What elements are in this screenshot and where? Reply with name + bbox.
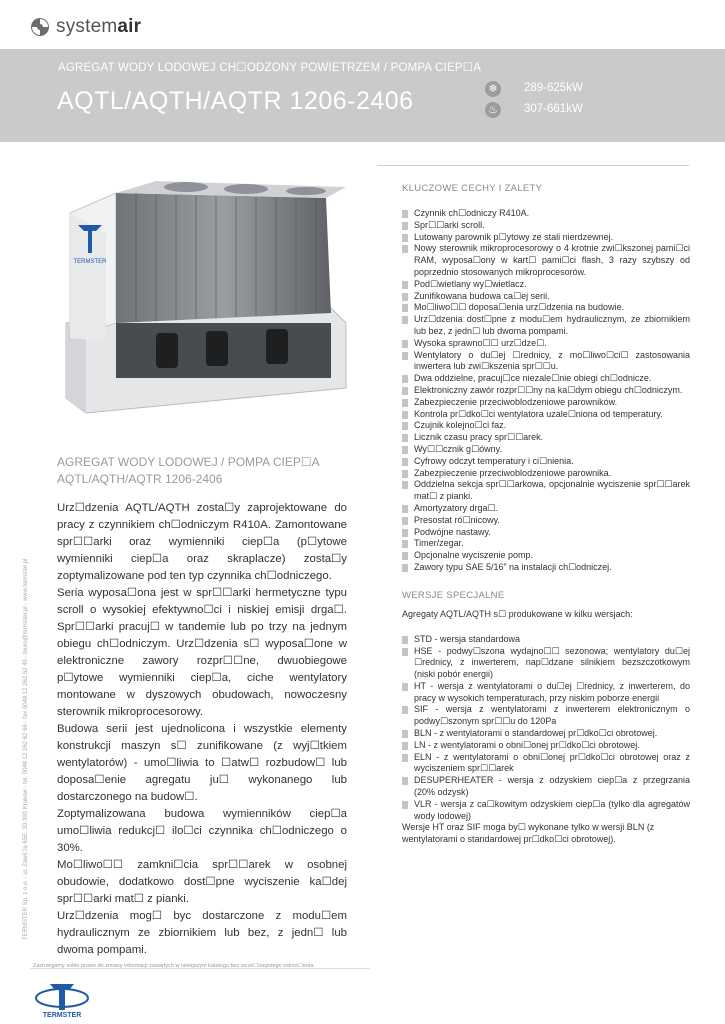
list-item: Dwa oddzielne, pracuj☐ce niezale☐nie obiegi ch☐odnicze. — [402, 373, 690, 385]
list-item: Wysoka sprawno☐☐ urz☐dze☐. — [402, 338, 690, 350]
list-item: SIF - wersja z wentylatorami z inwerterem elektronicznym o podwy☐szonym spr☐☐u do 120Pa — [402, 704, 690, 728]
list-item: LN - z wentylatorami o obni☐onej pr☐dko☐ci obrotowej. — [402, 740, 690, 752]
heating-power-range: 307-661kW — [524, 103, 583, 115]
list-item: Presostat ró☐nicowy. — [402, 515, 690, 527]
list-item: HSE - podwy☐szona wydajno☐☐ sezonowa; wentylatory du☐ej ☐rednicy, z inwerterem, nap☐dzane silnikiem bezszczotkowym (niski pobór energii) — [402, 646, 690, 681]
list-item: Wy☐☐cznik g☐ówny. — [402, 444, 690, 456]
paragraph: Urz☐dzenia AQTL/AQTH zosta☐y zaprojektowane do pracy z czynnikiem ch☐odniczym R410A. Zamontowane spr☐☐arki oraz wymienniki ciep☐a (p☐ytowe wymienniki ciep☐a oraz skraplacze) zosta☐y zoptymalizowane pod ten typ czynnika ch☐odniczego. — [57, 502, 347, 582]
paragraph: Budowa serii jest ujednolicona i wszystkie elementy konstrukcji maszyn s☐ zunifikowane (z wyj☐tkiem wentylatorów) - umo☐liwia to ☐atw☐ rozbudow☐ lub doposa☐enie agregatu ju☐ wykonanego lub dostarczonego na budow☐. — [57, 723, 347, 803]
snowflake-icon: ❄ — [485, 81, 501, 97]
list-item: Zunifikowana budowa ca☐ej serii. — [402, 291, 690, 303]
termster-logo — [32, 978, 92, 1018]
title-banner — [0, 49, 725, 142]
versions-list — [402, 634, 690, 823]
list-item: Timer/zegar. — [402, 538, 690, 550]
divider — [377, 165, 689, 166]
systemair-logo — [30, 16, 141, 38]
list-item: Lutowany parownik p☐ytowy ze stali nierdzewnej. — [402, 232, 690, 244]
paragraph: Mo☐liwo☐☐ zamkni☐cia spr☐☐arek w osobnej obudowie, dodatkowo dost☐pne wyciszenie ka☐dej spr☐☐arki mat☐ z pianki. — [57, 859, 347, 905]
banner-title: AQTL/AQTH/AQTR 1206-2406 — [57, 87, 414, 115]
list-item: Czujnik kolejno☐ci faz. — [402, 420, 690, 432]
list-item: STD - wersja standardowa — [402, 634, 690, 646]
list-item: Zabezpieczenie przeciwoblodzeniowe parowników. — [402, 397, 690, 409]
list-item: BLN - z wentylatorami o standardowej pr☐dko☐ci obrotowej. — [402, 728, 690, 740]
systemair-logo-icon — [30, 17, 50, 37]
list-item: Nowy sterownik mikroprocesorowy o 4 krotnie zwi☐kszonej pami☐ci RAM, wyposa☐ony w kart☐ pami☐ci flash, 3 razy szybszy od poprzednio stosowanych mikroprocesorów. — [402, 243, 690, 278]
company-contact-vertical: TERMSTER Sp. z o.o. - ul. Zawi☐a 65E, 30-390 Kraków - tel. 0048 12 262 62 66 - fax 0048 12 262 52 49 - biuro@termster.pl - www.termster.pl — [23, 558, 29, 940]
list-item: Wentylatory o du☐ej ☐rednicy, z mo☐liwo☐ci☐ zastosowania inwertera lub zwi☐kszenia spr☐☐u. — [402, 350, 690, 374]
list-item: VLR - wersja z ca☐kowitym odzyskiem ciep☐a (tylko dla agregatów wody lodowej) — [402, 799, 690, 823]
versions-heading: WERSJE SPECJALNE — [402, 589, 505, 601]
list-item: ELN - z wentylatorami o obni☐onej pr☐dko☐ci obrotowej oraz z wyciszeniem spr☐☐arek — [402, 752, 690, 776]
list-item: Podwójne nastawy. — [402, 527, 690, 539]
list-item: Opcjonalne wyciszenie pomp. — [402, 550, 690, 562]
right-column — [402, 183, 690, 846]
cooling-power-range: 289-625kW — [524, 82, 583, 94]
left-column — [57, 454, 347, 959]
list-item: Urz☐dzenia dost☐pne z modu☐em hydraulicznym, ze zbiornikiem lub bez, z jedn☐ lub dwoma pompami. — [402, 314, 690, 338]
chiller-unit-photo — [56, 173, 356, 423]
list-item: DESUPERHEATER - wersja z odzyskiem ciep☐a z przegrzania (20% odzysk) — [402, 775, 690, 799]
paragraph: Urz☐dzenia mog☐ byc dostarczone z modu☐em hydraulicznym ze zbiornikiem lub bez, z jedn☐ lub dwoma pompami. — [57, 910, 347, 956]
list-item: Mo☐liwo☐☐ doposa☐enia urz☐dzenia na budowie. — [402, 302, 690, 314]
svg-text:TERMSTER: TERMSTER — [42, 1012, 82, 1018]
svg-text:TERMSTER: TERMSTER — [73, 259, 107, 265]
banner-subtitle: AGREGAT WODY LODOWEJ CH☐ODZONY POWIETRZEM / POMPA CIEP☐A — [58, 62, 482, 74]
list-item: Pod☐wietlany wy☐wietlacz. — [402, 279, 690, 291]
list-item: Licznik czasu pracy spr☐☐arek. — [402, 432, 690, 444]
list-item: Oddzielna sekcja spr☐☐arkowa, opcjonalnie wyciszenie spr☐☐arek mat☐ z pianki. — [402, 479, 690, 503]
features-list — [402, 208, 690, 574]
list-item: Kontrola pr☐dko☐ci wentylatora uzale☐niona od temperatury. — [402, 409, 690, 421]
left-heading: AGREGAT WODY LODOWEJ / POMPA CIEP☐A — [57, 455, 320, 469]
list-item: Cyfrowy odczyt temperatury i ci☐nienia. — [402, 456, 690, 468]
systemair-wordmark: systemair — [56, 16, 142, 37]
features-heading: KLUCZOWE CECHY I ZALETY — [402, 183, 543, 194]
versions-intro: Agregaty AQTL/AQTH s☐ produkowane w kilku wersjach: — [402, 608, 633, 619]
list-item: Spr☐☐arki scroll. — [402, 220, 690, 232]
left-subheading: AQTL/AQTH/AQTR 1206-2406 — [57, 472, 223, 486]
versions-note: Wersje HT oraz SIF moga by☐ wykonane tylko w wersji BLN (z wentylatorami o standardowej pr☐dko☐ci obrotowej). — [402, 822, 655, 845]
list-item: HT - wersja z wentylatorami o du☐ej ☐rednicy, z inwerterem, do pracy w wysokich temperaturach, przy niskim poborze energii — [402, 681, 690, 705]
list-item: Zawory typu SAE 5/16” na instalacji ch☐odniczej. — [402, 562, 690, 574]
footer-divider — [30, 968, 370, 969]
heat-icon: ♨ — [485, 102, 501, 118]
list-item: Czynnik ch☐odniczy R410A. — [402, 208, 690, 220]
list-item: Amortyzatory drga☐. — [402, 503, 690, 515]
list-item: Zabezpieczenie przeciwoblodzeniowe parownika. — [402, 468, 690, 480]
left-body — [57, 500, 347, 959]
paragraph: Seria wyposa☐ona jest w spr☐☐arki hermetyczne typu scroll o wysokiej efektywno☐ci i niskiej emisji drga☐. Spr☐☐arki pracuj☐ w tandemie lub po trzy na jednym obiegu ch☐odniczym. Urz☐dzenia s☐ wyposa☐one w elektroniczne zawory rozpr☐☐ne, dwuobiegowe p☐ytowe wymienniki ciep☐a, ciche wentylatory montowane w dyszowych obudowach, nowoczesny sterownik mikroprocesorowy. — [57, 587, 347, 718]
disclaimer: Zastrzegamy sobie prawo do zmiany informacji zawartych w niniejszym katalogu bez wcze☐niejszego ostrze☐enia. — [33, 963, 315, 969]
paragraph: Zoptymalizowana budowa wymienników ciep☐a umo☐liwia redukcj☐ ilo☐ci czynnika ch☐odniczego o 30%. — [57, 808, 347, 854]
list-item: Elektroniczny zawór rozpr☐☐ny na ka☐dym obiegu ch☐odniczym. — [402, 385, 690, 397]
